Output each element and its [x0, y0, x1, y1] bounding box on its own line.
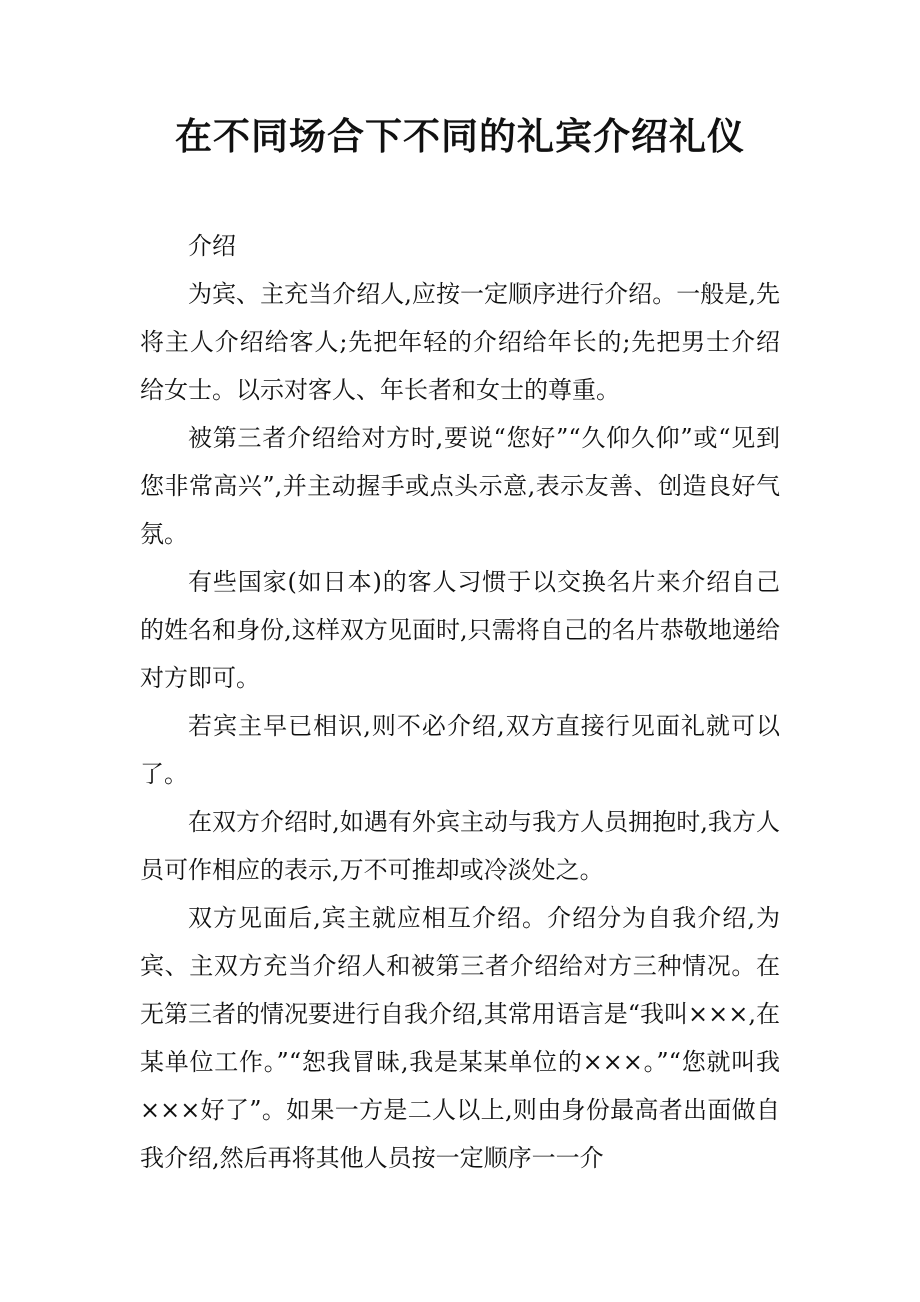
document-title: 在不同场合下不同的礼宾介绍礼仪	[175, 114, 745, 158]
document-body	[140, 222, 780, 1182]
paragraph: 为宾、主充当介绍人,应按一定顺序进行介绍。一般是,先将主人介绍给客人;先把年轻的介绍给年长的;先把男士介绍给女士。以示对客人、年长者和女士的尊重。	[140, 280, 780, 404]
paragraph: 在双方介绍时,如遇有外宾主动与我方人员拥抱时,我方人员可作相应的表示,万不可推却或冷淡处之。	[140, 808, 780, 884]
paragraph: 被第三者介绍给对方时,要说“您好”“久仰久仰”或“见到您非常高兴”,并主动握手或点头示意,表示友善、创造良好气氛。	[140, 424, 780, 548]
paragraph: 有些国家(如日本)的客人习惯于以交换名片来介绍自己的姓名和身份,这样双方见面时,只需将自己的名片恭敬地递给对方即可。	[140, 568, 780, 692]
paragraph-heading-intro: 介绍	[188, 232, 236, 260]
paragraph: 若宾主早已相识,则不必介绍,双方直接行见面礼就可以了。	[140, 712, 780, 788]
paragraph: 双方见面后,宾主就应相互介绍。介绍分为自我介绍,为宾、主双方充当介绍人和被第三者介绍给对方三种情况。在无第三者的情况要进行自我介绍,其常用语言是“我叫×××,在某单位工作。”“恕我冒昧,我是某某单位的×××。”“您就叫我×××好了”。如果一方是二人以上,则由身份最高者出面做自我介绍,然后再将其他人员按一定顺序一一介	[140, 904, 780, 1172]
